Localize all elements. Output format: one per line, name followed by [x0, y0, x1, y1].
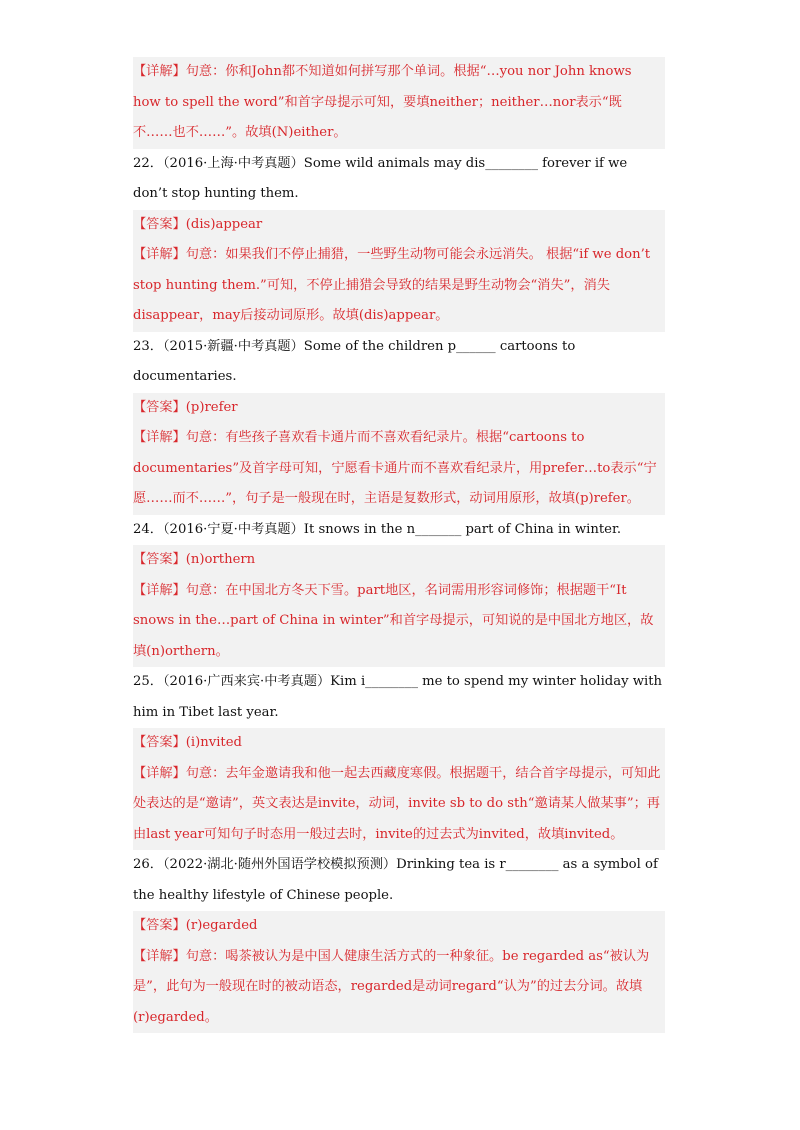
answer-block	[133, 911, 665, 1033]
answer-block	[133, 728, 665, 850]
question-25: 25．（2016·广西来宾·中考真题）Kim i________ me to spend my winter holiday with him in Tibet last year.	[133, 674, 663, 720]
analysis-text: 【详解】句意：你和John都不知道如何拼写那个单词。根据“…you nor John knows how to spell the word”和首字母提示可知，要填neither；neither…nor表示“既不……也不……”。故填(N)either。	[133, 64, 632, 140]
question-22: 22．（2016·上海·中考真题）Some wild animals may dis________ forever if we don’t stop hunting them.	[133, 155, 628, 201]
answer-text: 【答案】(r)egarded	[133, 918, 258, 933]
question-23: 23．（2015·新疆·中考真题）Some of the children p______ cartoons to documentaries.	[133, 338, 576, 384]
answer-text: 【答案】(p)refer	[133, 399, 238, 415]
answer-text: 【答案】(i)nvited	[133, 735, 242, 750]
answer-text: 【答案】(dis)appear	[133, 216, 263, 232]
analysis-block	[133, 57, 665, 149]
answer-block	[133, 393, 665, 515]
answer-text: 【答案】(n)orthern	[133, 552, 256, 567]
analysis-text: 【详解】句意：在中国北方冬天下雪。part地区，名词需用形容词修饰；根据题干“It snows in the…part of China in winter”和首字母提示，可知说的是中国北方地区，故填(n)orthern。	[133, 582, 654, 659]
answer-block	[133, 210, 665, 332]
analysis-text: 【详解】句意：去年金邀请我和他一起去西藏度寒假。根据题干，结合首字母提示，可知此处表达的是“邀请”，英文表达是invite，动词，invite sb to do sth“邀请某人做某事”；再由last year可知句子时态用一般过去时，invite的过去式为invited，故填invited。	[133, 765, 661, 842]
analysis-text: 【详解】句意：喝茶被认为是中国人健康生活方式的一种象征。be regarded as“被认为是”，此句为一般现在时的被动语态，regarded是动词regard“认为”的过去分词。故填(r)egarded。	[133, 948, 650, 1025]
analysis-text: 【详解】句意：如果我们不停止捕猎，一些野生动物可能会永远消失。 根据“if we don’t stop hunting them.”可知，不停止捕猎会导致的结果是野生动物会“消失”，消失disappear，may后接动词原形。故填(dis)appear。	[133, 247, 651, 323]
question-26: 26．（2022·湖北·随州外国语学校模拟预测）Drinking tea is r________ as a symbol of the healthy lifestyle of Chinese people.	[133, 857, 658, 903]
analysis-text: 【详解】句意：有些孩子喜欢看卡通片而不喜欢看纪录片。根据“cartoons to documentaries”及首字母可知，宁愿看卡通片而不喜欢看纪录片，用prefer…to表示“宁愿……而不……”，句子是一般现在时，主语是复数形式，动词用原形，故填(p)refer。	[133, 430, 657, 506]
question-24: 24．（2016·宁夏·中考真题）It snows in the n_______ part of China in winter.	[133, 521, 622, 537]
answer-block	[133, 545, 665, 667]
exercise-content	[133, 57, 665, 1033]
